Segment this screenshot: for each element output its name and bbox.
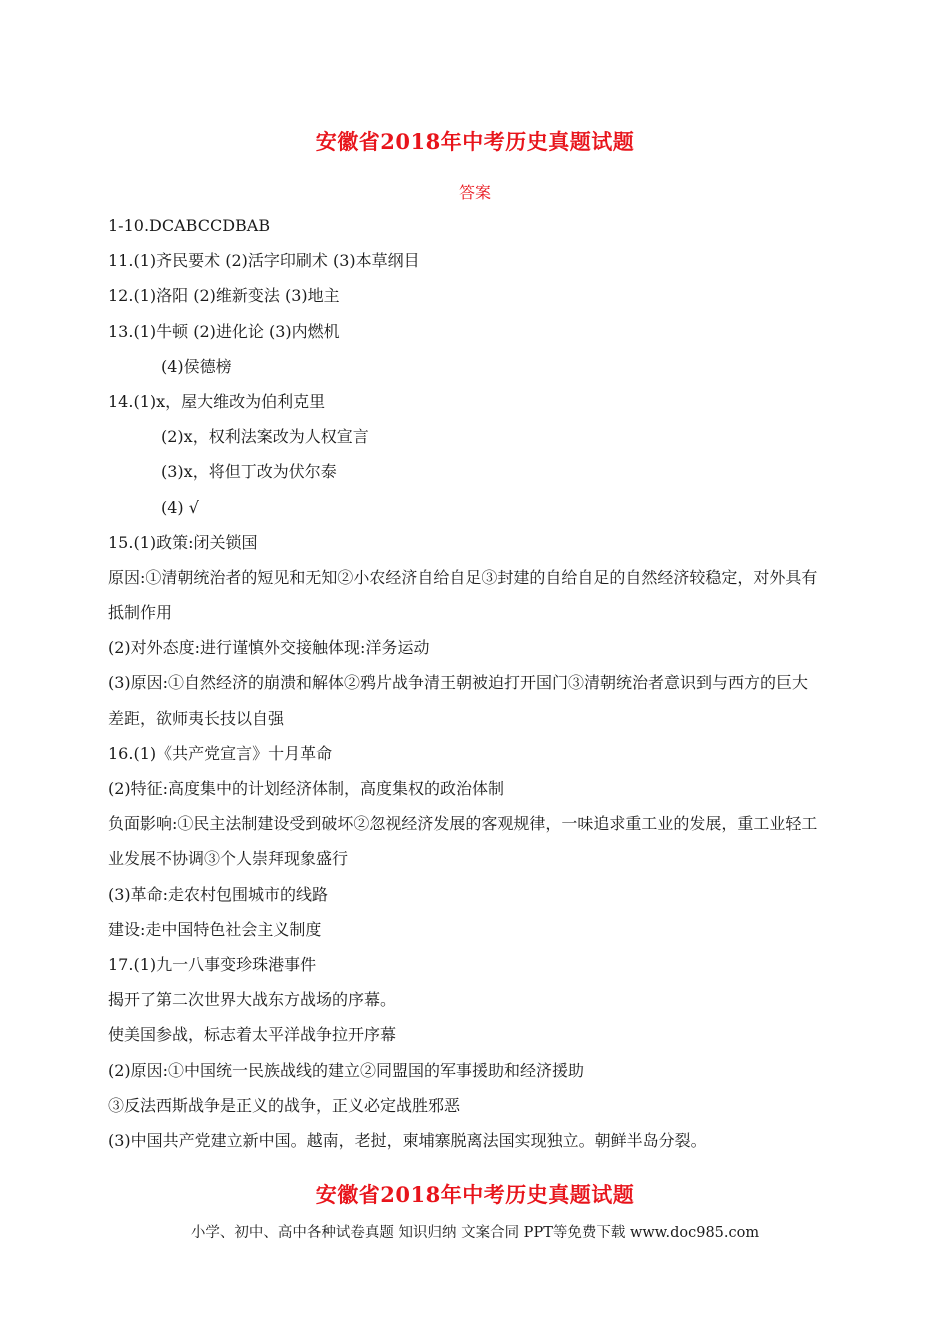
- answer-line: 业发展不协调③个人崇拜现象盛行: [108, 849, 349, 869]
- answer-line: (4) √: [161, 497, 199, 517]
- answer-line: 原因:①清朝统治者的短见和无知②小农经济自给自足③封建的自给自足的自然经济较稳定，对外具有: [108, 567, 818, 587]
- answer-line: 负面影响:①民主法制建设受到破坏②忽视经济发展的客观规律，一味追求重工业的发展，重工业轻工: [108, 814, 818, 834]
- answer-line: 14.(1)x，屋大维改为伯利克里: [108, 391, 326, 411]
- answer-line: (2)原因:①中国统一民族战线的建立②同盟国的军事援助和经济援助: [108, 1060, 585, 1080]
- answer-line: (3)革命:走农村包围城市的线路: [108, 884, 329, 904]
- answer-line: 17.(1)九一八事变珍珠港事件: [108, 954, 317, 974]
- answer-line: 11.(1)齐民要术 (2)活字印刷术 (3)本草纲目: [108, 251, 420, 271]
- answer-line: 1-10.DCABCCDBAB: [108, 216, 271, 235]
- answer-line: 使美国参战，标志着太平洋战争拉开序幕: [108, 1025, 397, 1045]
- answer-line: 15.(1)政策:闭关锁国: [108, 532, 258, 552]
- document-title: 安徽省2018年中考历史真题试题: [315, 129, 635, 154]
- answer-line: 揭开了第二次世界大战东方战场的序幕。: [108, 990, 397, 1010]
- answer-line: (3)x，将但丁改为伏尔泰: [161, 462, 337, 482]
- answer-line: 12.(1)洛阳 (2)维新变法 (3)地主: [108, 286, 340, 306]
- answer-line: 差距，欲师夷长技以自强: [108, 708, 285, 728]
- answer-line: 13.(1)牛顿 (2)进化论 (3)内燃机: [108, 321, 340, 341]
- answer-line: (4)侯德榜: [161, 356, 232, 376]
- answer-line: (2)对外态度:进行谨慎外交接触体现:洋务运动: [108, 638, 430, 658]
- answer-line: 抵制作用: [108, 603, 173, 623]
- answer-line: (3)中国共产党建立新中国。越南，老挝，柬埔寨脱离法国实现独立。朝鲜半岛分裂。: [108, 1130, 707, 1150]
- answer-line: ③反法西斯战争是正义的战争，正义必定战胜邪恶: [108, 1095, 461, 1115]
- footer-promo: 小学、初中、高中各种试卷真题 知识归纳 文案合同 PPT等免费下载 www.doc985.com: [190, 1225, 760, 1241]
- answer-heading: 答案: [458, 183, 491, 202]
- bottom-title: 安徽省2018年中考历史真题试题: [315, 1182, 635, 1207]
- answer-line: 建设:走中国特色社会主义制度: [108, 919, 322, 939]
- answer-line: (2)特征:高度集中的计划经济体制，高度集权的政治体制: [108, 779, 505, 798]
- answer-line: (2)x，权利法案改为人权宣言: [161, 427, 369, 447]
- answer-line: 16.(1)《共产党宣言》十月革命: [108, 743, 333, 763]
- answer-body: [108, 214, 868, 1164]
- answer-line: (3)原因:①自然经济的崩溃和解体②鸦片战争清王朝被迫打开国门③清朝统治者意识到与西方的巨大: [108, 673, 809, 693]
